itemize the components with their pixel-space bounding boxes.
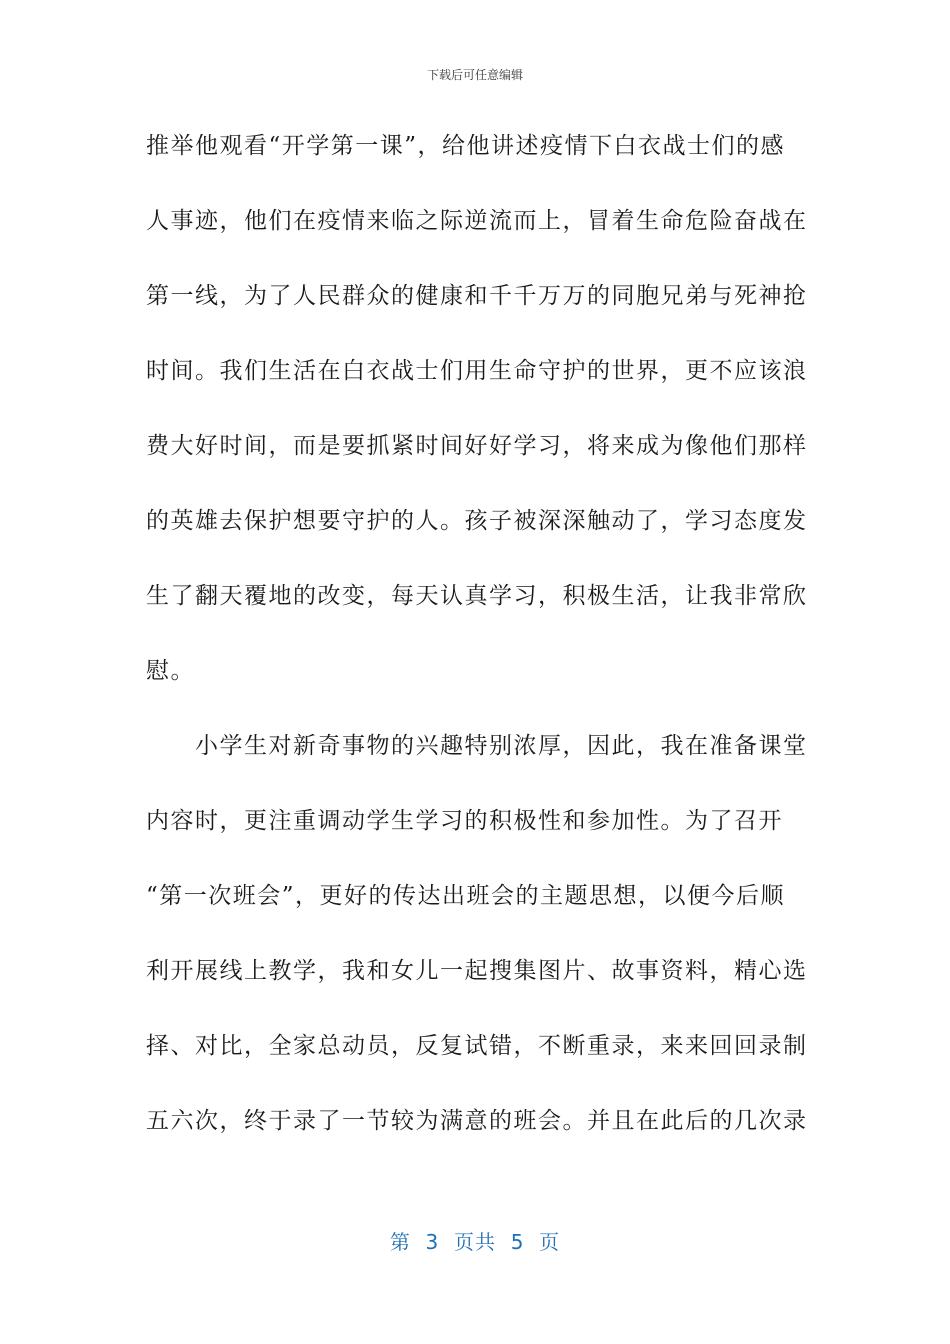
text-line: 人事迹，他们在疫情来临之际逆流而上，冒着生命危险奋战在 xyxy=(146,208,808,234)
text-line: “第一次班会”，更好的传达出班会的主题思想，以便今后顺 xyxy=(146,883,786,909)
text-line: 内容时，更注重调动学生学习的积极性和参加性。为了召开 xyxy=(146,808,783,834)
text-line: 推举他观看“开学第一课”，给他讲述疫情下白衣战士们的感 xyxy=(146,133,786,159)
page-header: 下载后可任意编辑 xyxy=(426,68,523,82)
paragraph xyxy=(146,128,808,728)
text-line: 五六次，终于录了一节较为满意的班会。并且在此后的几次录 xyxy=(146,1108,808,1134)
text-line: 生了翻天覆地的改变，每天认真学习，积极生活，让我非常欣 xyxy=(146,583,808,609)
page-number-footer: 第 3 页共 5 页 xyxy=(389,1230,561,1254)
text-line: 择、对比，全家总动员，反复试错，不断重录，来来回回录制 xyxy=(146,1033,808,1059)
document-body xyxy=(146,128,808,1178)
text-line: 时间。我们生活在白衣战士们用生命守护的世界，更不应该浪 xyxy=(146,358,808,384)
text-line: 费大好时间，而是要抓紧时间好好学习，将来成为像他们那样 xyxy=(146,433,808,459)
text-line: 慰。 xyxy=(146,658,195,684)
text-line: 利开展线上教学，我和女儿一起搜集图片、故事资料，精心选 xyxy=(146,958,808,984)
text-line: 的英雄去保护想要守护的人。孩子被深深触动了，学习态度发 xyxy=(146,508,808,534)
paragraph xyxy=(146,728,808,1178)
text-line: 小学生对新奇事物的兴趣特别浓厚，因此，我在准备课堂 xyxy=(146,733,808,759)
text-line: 第一线，为了人民群众的健康和千千万万的同胞兄弟与死神抢 xyxy=(146,283,808,309)
